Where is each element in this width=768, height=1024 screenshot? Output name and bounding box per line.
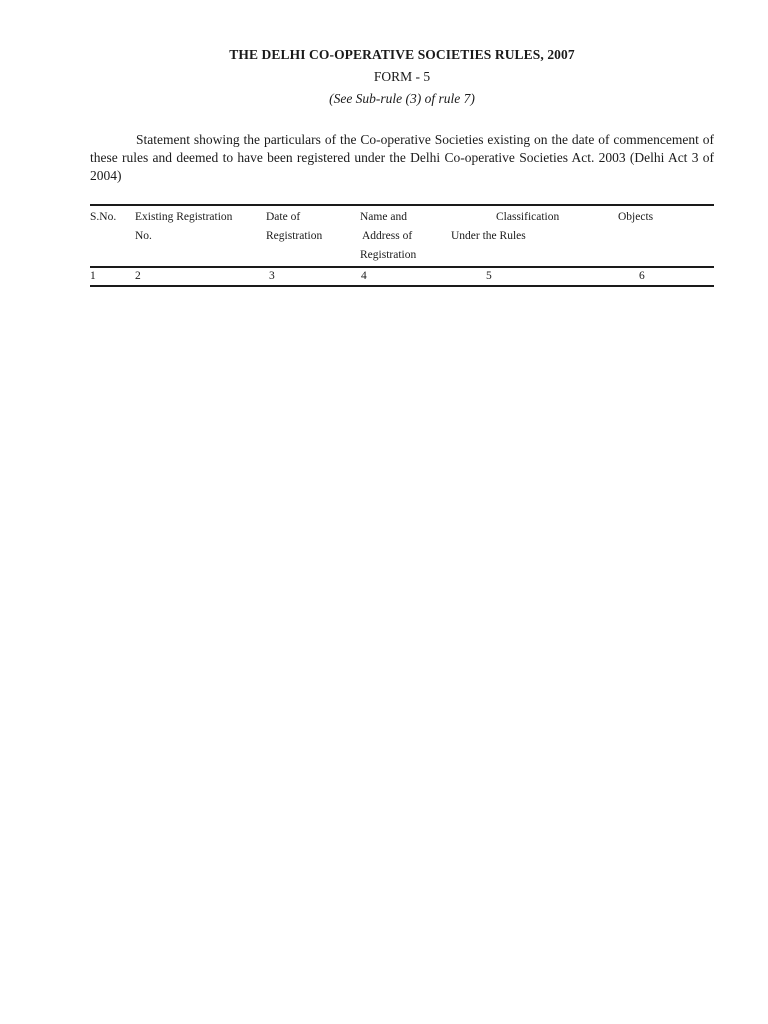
sub-rule-reference: (See Sub-rule (3) of rule 7)	[329, 91, 475, 106]
header-existing-registration-line: No.	[135, 230, 152, 242]
header-classification-line: Under the Rules	[451, 230, 526, 242]
header-existing-registration-line: Existing Registration	[135, 211, 233, 223]
header-name-line: Address of	[362, 230, 413, 242]
header-existing-registration	[135, 208, 232, 246]
header-name-line: Registration	[360, 249, 417, 261]
header-sno	[90, 208, 116, 227]
document-title: THE DELHI CO-OPERATIVE SOCIETIES RULES, 2007	[229, 47, 575, 62]
header-date-of-registration	[266, 208, 322, 246]
table-bottom-rule	[90, 285, 714, 287]
column-number: 2	[135, 270, 141, 282]
header-classification-line: Classification	[496, 211, 560, 223]
column-number: 5	[486, 270, 492, 282]
header-name-line: Name and	[360, 211, 407, 223]
header-objects-line: Objects	[618, 211, 654, 223]
form-number: FORM - 5	[373, 69, 431, 84]
table-top-rule	[90, 204, 714, 206]
header-objects	[618, 208, 653, 227]
column-number: 1	[90, 270, 96, 282]
column-number: 3	[269, 270, 275, 282]
header-sno-line: S.No.	[90, 211, 117, 223]
header-date-line: Date of	[266, 211, 301, 223]
header-classification	[451, 208, 571, 246]
column-number: 6	[639, 270, 645, 282]
column-number: 4	[361, 270, 367, 282]
header-name-address	[360, 208, 416, 265]
statement-paragraph: Statement showing the particulars of the Co-operative Societies existing on the date of commencement of these rules and deemed to have been registered under the Delhi Co-operative Societies Act. 2003 (Delhi Act 3 of 2004)	[90, 132, 714, 183]
table-header-rule	[90, 266, 714, 268]
header-date-line: Registration	[266, 230, 323, 242]
